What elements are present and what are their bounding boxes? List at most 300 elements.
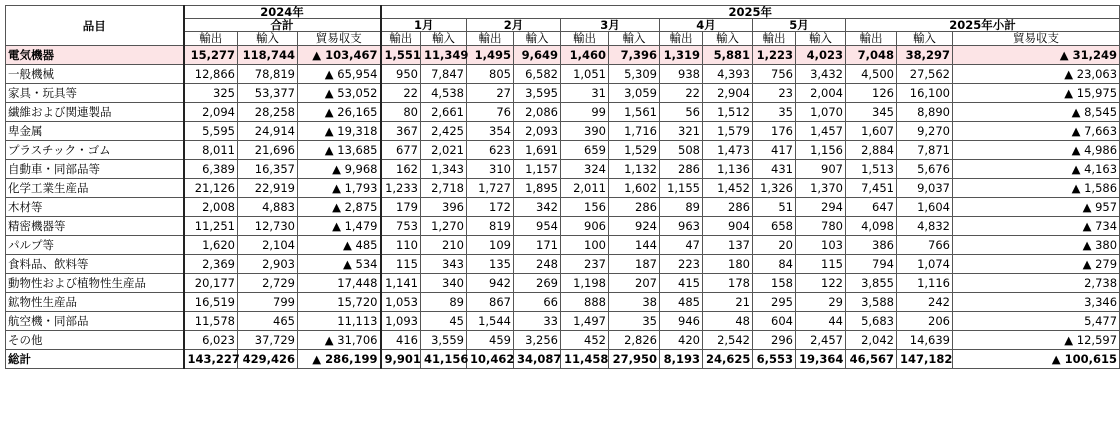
m5-value-cell: 115 xyxy=(796,255,846,274)
m4-value-cell: 321 xyxy=(660,122,703,141)
m4-value-cell: 89 xyxy=(660,198,703,217)
m4-value-cell: 415 xyxy=(660,274,703,293)
month-3-header: 3月 xyxy=(561,19,660,32)
m4-value-cell: 178 xyxy=(703,274,753,293)
y2025-value-cell: 46,567 xyxy=(846,350,897,369)
m2-value-cell: 269 xyxy=(514,274,561,293)
y2024-balance-header: 貿易収支 xyxy=(298,32,381,46)
month-2-header: 2月 xyxy=(467,19,561,32)
m5-value-cell: 658 xyxy=(753,217,796,236)
y2024-value-cell: 16,357 xyxy=(238,160,298,179)
y2025-value-cell: 147,182 xyxy=(897,350,953,369)
m4-value-cell: 47 xyxy=(660,236,703,255)
y2024-value-cell: 1,620 xyxy=(184,236,238,255)
y2024-value-cell: ▲ 19,318 xyxy=(298,122,381,141)
year-2024-header: 2024年 xyxy=(184,6,381,19)
m4-value-cell: 946 xyxy=(660,312,703,331)
y2025-value-cell: 766 xyxy=(897,236,953,255)
m2-value-cell: 248 xyxy=(514,255,561,274)
m1-value-cell: 179 xyxy=(381,198,421,217)
table-row xyxy=(6,84,1120,103)
m2-value-cell: 819 xyxy=(467,217,514,236)
y2024-value-cell: ▲ 26,165 xyxy=(298,103,381,122)
y2025-value-cell: 386 xyxy=(846,236,897,255)
m2-value-cell: 9,649 xyxy=(514,46,561,65)
y2025-value-cell: ▲ 12,597 xyxy=(953,331,1120,350)
m3-value-cell: 390 xyxy=(561,122,609,141)
m5-value-cell: 103 xyxy=(796,236,846,255)
item-name-cell: 総計 xyxy=(6,350,184,369)
item-name-cell: 食料品、飲料等 xyxy=(6,255,184,274)
y2025-value-cell: 345 xyxy=(846,103,897,122)
m2-value-cell: 310 xyxy=(467,160,514,179)
m5-value-cell: 780 xyxy=(796,217,846,236)
y2025-value-cell: ▲ 23,063 xyxy=(953,65,1120,84)
y2025-value-cell: 2,738 xyxy=(953,274,1120,293)
m3-value-cell: 27,950 xyxy=(609,350,660,369)
y2024-value-cell: ▲ 53,052 xyxy=(298,84,381,103)
y2024-value-cell: 24,914 xyxy=(238,122,298,141)
y2024-value-cell: 2,729 xyxy=(238,274,298,293)
m1-value-cell: 340 xyxy=(421,274,467,293)
m1-value-cell: 343 xyxy=(421,255,467,274)
m4-value-cell: 21 xyxy=(703,293,753,312)
y2025-value-cell: ▲ 7,663 xyxy=(953,122,1120,141)
m2-value-cell: 172 xyxy=(467,198,514,217)
item-name-cell: 卑金属 xyxy=(6,122,184,141)
m4-value-cell: 2,542 xyxy=(703,331,753,350)
m2-value-cell: 459 xyxy=(467,331,514,350)
m3-value-cell: 237 xyxy=(561,255,609,274)
m4-value-cell: 8,193 xyxy=(660,350,703,369)
m4-value-cell: 1,319 xyxy=(660,46,703,65)
y2024-value-cell: 37,729 xyxy=(238,331,298,350)
m3-value-cell: 2,011 xyxy=(561,179,609,198)
y2024-value-cell: ▲ 65,954 xyxy=(298,65,381,84)
m5-value-cell: 296 xyxy=(753,331,796,350)
m3-value-cell: 324 xyxy=(561,160,609,179)
m1-value-cell: 45 xyxy=(421,312,467,331)
m4-value-cell: 1,473 xyxy=(703,141,753,160)
y2025-value-cell: 1,513 xyxy=(846,160,897,179)
m1-import-header: 輸入 xyxy=(421,32,467,46)
m4-value-cell: 48 xyxy=(703,312,753,331)
y2024-value-cell: 78,819 xyxy=(238,65,298,84)
m5-value-cell: 6,553 xyxy=(753,350,796,369)
m5-value-cell: 51 xyxy=(753,198,796,217)
m1-value-cell: 110 xyxy=(381,236,421,255)
y2025-value-cell: 3,346 xyxy=(953,293,1120,312)
y2025-value-cell: ▲ 4,986 xyxy=(953,141,1120,160)
m4-value-cell: 1,136 xyxy=(703,160,753,179)
m3-value-cell: 659 xyxy=(561,141,609,160)
m1-value-cell: 89 xyxy=(421,293,467,312)
y2025-value-cell: ▲ 380 xyxy=(953,236,1120,255)
y2025-value-cell: 7,871 xyxy=(897,141,953,160)
m2-value-cell: 76 xyxy=(467,103,514,122)
m2-value-cell: 33 xyxy=(514,312,561,331)
m3-value-cell: 1,529 xyxy=(609,141,660,160)
m4-value-cell: 180 xyxy=(703,255,753,274)
m5-value-cell: 431 xyxy=(753,160,796,179)
y2025-value-cell: 4,832 xyxy=(897,217,953,236)
m5-value-cell: 1,370 xyxy=(796,179,846,198)
y2025-value-cell: ▲ 957 xyxy=(953,198,1120,217)
m5-export-header: 輸出 xyxy=(753,32,796,46)
y2024-import-header: 輸入 xyxy=(238,32,298,46)
y2024-value-cell: 17,448 xyxy=(298,274,381,293)
y2025-value-cell: ▲ 31,249 xyxy=(953,46,1120,65)
m5-value-cell: 1,156 xyxy=(796,141,846,160)
m2-value-cell: 623 xyxy=(467,141,514,160)
item-name-cell: その他 xyxy=(6,331,184,350)
m5-value-cell: 84 xyxy=(753,255,796,274)
y2025-value-cell: ▲ 8,545 xyxy=(953,103,1120,122)
y2024-value-cell: 6,389 xyxy=(184,160,238,179)
m5-value-cell: 294 xyxy=(796,198,846,217)
m2-value-cell: 3,256 xyxy=(514,331,561,350)
m3-value-cell: 1,051 xyxy=(561,65,609,84)
y2025-value-cell: 5,683 xyxy=(846,312,897,331)
m4-value-cell: 938 xyxy=(660,65,703,84)
m2-value-cell: 171 xyxy=(514,236,561,255)
y2025-value-cell: 242 xyxy=(897,293,953,312)
item-name-cell: 精密機器等 xyxy=(6,217,184,236)
total-row xyxy=(6,350,1120,369)
m1-value-cell: 1,343 xyxy=(421,160,467,179)
m3-value-cell: 1,602 xyxy=(609,179,660,198)
y2024-value-cell: ▲ 286,199 xyxy=(298,350,381,369)
y2025-value-cell: 1,607 xyxy=(846,122,897,141)
m3-import-header: 輸入 xyxy=(609,32,660,46)
m3-value-cell: 38 xyxy=(609,293,660,312)
m3-value-cell: 1,198 xyxy=(561,274,609,293)
m4-value-cell: 5,881 xyxy=(703,46,753,65)
m2-export-header: 輸出 xyxy=(467,32,514,46)
m1-value-cell: 9,901 xyxy=(381,350,421,369)
m4-import-header: 輸入 xyxy=(703,32,753,46)
m2-value-cell: 34,087 xyxy=(514,350,561,369)
item-name-cell: 航空機・同部品 xyxy=(6,312,184,331)
y2024-value-cell: ▲ 9,968 xyxy=(298,160,381,179)
y2025-value-cell: 7,451 xyxy=(846,179,897,198)
y2024-value-cell: 11,578 xyxy=(184,312,238,331)
y2024-value-cell: 8,011 xyxy=(184,141,238,160)
y2024-value-cell: 11,113 xyxy=(298,312,381,331)
total-2024-header: 合計 xyxy=(184,19,381,32)
m1-value-cell: 1,141 xyxy=(381,274,421,293)
m3-value-cell: 100 xyxy=(561,236,609,255)
m3-value-cell: 7,396 xyxy=(609,46,660,65)
m2-value-cell: 1,727 xyxy=(467,179,514,198)
item-name-cell: プラスチック・ゴム xyxy=(6,141,184,160)
y2024-value-cell: 5,595 xyxy=(184,122,238,141)
trade-table xyxy=(5,5,1120,369)
m2-value-cell: 135 xyxy=(467,255,514,274)
m2-value-cell: 1,895 xyxy=(514,179,561,198)
m2-value-cell: 805 xyxy=(467,65,514,84)
m5-value-cell: 23 xyxy=(753,84,796,103)
m3-value-cell: 1,716 xyxy=(609,122,660,141)
m2-import-header: 輸入 xyxy=(514,32,561,46)
y2025-value-cell: 9,270 xyxy=(897,122,953,141)
item-name-cell: 一般機械 xyxy=(6,65,184,84)
y2025-value-cell: ▲ 279 xyxy=(953,255,1120,274)
y2025-value-cell: 206 xyxy=(897,312,953,331)
item-column-header: 品目 xyxy=(6,6,184,46)
y2024-value-cell: 11,251 xyxy=(184,217,238,236)
m2-value-cell: 109 xyxy=(467,236,514,255)
y2025-value-cell: 7,048 xyxy=(846,46,897,65)
m1-value-cell: 162 xyxy=(381,160,421,179)
y2024-value-cell: 799 xyxy=(238,293,298,312)
y2025-value-cell: ▲ 1,586 xyxy=(953,179,1120,198)
m5-value-cell: 2,457 xyxy=(796,331,846,350)
m5-value-cell: 122 xyxy=(796,274,846,293)
y2024-value-cell: 16,519 xyxy=(184,293,238,312)
y2025-value-cell: 3,588 xyxy=(846,293,897,312)
m1-value-cell: 80 xyxy=(381,103,421,122)
item-name-cell: 自動車・同部品等 xyxy=(6,160,184,179)
m3-value-cell: 99 xyxy=(561,103,609,122)
y2024-value-cell: 22,919 xyxy=(238,179,298,198)
m5-value-cell: 295 xyxy=(753,293,796,312)
item-name-cell: 鉱物性生産品 xyxy=(6,293,184,312)
m3-value-cell: 888 xyxy=(561,293,609,312)
y2024-value-cell: 325 xyxy=(184,84,238,103)
table-row xyxy=(6,217,1120,236)
m3-value-cell: 35 xyxy=(609,312,660,331)
m5-value-cell: 19,364 xyxy=(796,350,846,369)
m3-value-cell: 906 xyxy=(561,217,609,236)
m4-value-cell: 24,625 xyxy=(703,350,753,369)
m4-value-cell: 56 xyxy=(660,103,703,122)
m3-value-cell: 1,497 xyxy=(561,312,609,331)
m2-value-cell: 2,093 xyxy=(514,122,561,141)
y2025-value-cell: 1,116 xyxy=(897,274,953,293)
y2024-value-cell: ▲ 534 xyxy=(298,255,381,274)
y2025-value-cell: 126 xyxy=(846,84,897,103)
month-1-header: 1月 xyxy=(381,19,467,32)
y2025-import-header: 輸入 xyxy=(897,32,953,46)
y2024-value-cell: 2,094 xyxy=(184,103,238,122)
m1-value-cell: 210 xyxy=(421,236,467,255)
m5-value-cell: 417 xyxy=(753,141,796,160)
m1-value-cell: 396 xyxy=(421,198,467,217)
table-row xyxy=(6,255,1120,274)
y2025-value-cell: 16,100 xyxy=(897,84,953,103)
month-4-header: 4月 xyxy=(660,19,753,32)
m5-import-header: 輸入 xyxy=(796,32,846,46)
m2-value-cell: 10,462 xyxy=(467,350,514,369)
table-row xyxy=(6,179,1120,198)
m2-value-cell: 1,157 xyxy=(514,160,561,179)
subtotal-2025-header: 2025年小計 xyxy=(846,19,1120,32)
m4-value-cell: 1,579 xyxy=(703,122,753,141)
table-row xyxy=(6,46,1120,65)
item-name-cell: 化学工業生産品 xyxy=(6,179,184,198)
m4-export-header: 輸出 xyxy=(660,32,703,46)
y2025-value-cell: 1,604 xyxy=(897,198,953,217)
m1-value-cell: 677 xyxy=(381,141,421,160)
m4-value-cell: 1,512 xyxy=(703,103,753,122)
y2024-value-cell: 4,883 xyxy=(238,198,298,217)
m1-value-cell: 3,559 xyxy=(421,331,467,350)
y2024-value-cell: ▲ 103,467 xyxy=(298,46,381,65)
table-row xyxy=(6,236,1120,255)
m5-value-cell: 3,432 xyxy=(796,65,846,84)
y2025-value-cell: ▲ 100,615 xyxy=(953,350,1120,369)
m2-value-cell: 954 xyxy=(514,217,561,236)
m5-value-cell: 1,223 xyxy=(753,46,796,65)
y2024-value-cell: 143,227 xyxy=(184,350,238,369)
m1-value-cell: 1,093 xyxy=(381,312,421,331)
table-row xyxy=(6,141,1120,160)
table-row xyxy=(6,103,1120,122)
table-row xyxy=(6,160,1120,179)
m4-value-cell: 2,904 xyxy=(703,84,753,103)
m1-value-cell: 41,156 xyxy=(421,350,467,369)
m2-value-cell: 2,086 xyxy=(514,103,561,122)
y2024-value-cell: 12,730 xyxy=(238,217,298,236)
y2024-value-cell: 28,258 xyxy=(238,103,298,122)
item-name-cell: 電気機器 xyxy=(6,46,184,65)
y2024-export-header: 輸出 xyxy=(184,32,238,46)
m3-value-cell: 3,059 xyxy=(609,84,660,103)
m2-value-cell: 1,495 xyxy=(467,46,514,65)
m1-value-cell: 115 xyxy=(381,255,421,274)
m1-value-cell: 1,551 xyxy=(381,46,421,65)
m3-value-cell: 31 xyxy=(561,84,609,103)
item-name-cell: パルプ等 xyxy=(6,236,184,255)
m1-value-cell: 1,053 xyxy=(381,293,421,312)
y2025-value-cell: 1,074 xyxy=(897,255,953,274)
m4-value-cell: 286 xyxy=(703,198,753,217)
y2025-value-cell: ▲ 734 xyxy=(953,217,1120,236)
m2-value-cell: 1,691 xyxy=(514,141,561,160)
y2024-value-cell: 2,369 xyxy=(184,255,238,274)
y2025-value-cell: 2,884 xyxy=(846,141,897,160)
y2024-value-cell: 12,866 xyxy=(184,65,238,84)
table-row xyxy=(6,331,1120,350)
table-header xyxy=(6,6,1120,46)
y2024-value-cell: 20,177 xyxy=(184,274,238,293)
y2025-value-cell: 8,890 xyxy=(897,103,953,122)
m5-value-cell: 35 xyxy=(753,103,796,122)
table-row xyxy=(6,293,1120,312)
y2024-value-cell: 53,377 xyxy=(238,84,298,103)
m3-value-cell: 144 xyxy=(609,236,660,255)
m5-value-cell: 176 xyxy=(753,122,796,141)
m1-value-cell: 2,425 xyxy=(421,122,467,141)
y2024-value-cell: 21,696 xyxy=(238,141,298,160)
m4-value-cell: 1,155 xyxy=(660,179,703,198)
m1-value-cell: 950 xyxy=(381,65,421,84)
m2-value-cell: 942 xyxy=(467,274,514,293)
table-row xyxy=(6,65,1120,84)
y2025-value-cell: 14,639 xyxy=(897,331,953,350)
y2024-value-cell: 2,903 xyxy=(238,255,298,274)
m1-value-cell: 1,270 xyxy=(421,217,467,236)
m5-value-cell: 1,326 xyxy=(753,179,796,198)
m4-value-cell: 286 xyxy=(660,160,703,179)
m3-value-cell: 1,132 xyxy=(609,160,660,179)
table-row xyxy=(6,122,1120,141)
y2024-value-cell: ▲ 31,706 xyxy=(298,331,381,350)
m1-value-cell: 7,847 xyxy=(421,65,467,84)
m4-value-cell: 485 xyxy=(660,293,703,312)
m4-value-cell: 963 xyxy=(660,217,703,236)
m3-value-cell: 207 xyxy=(609,274,660,293)
m4-value-cell: 4,393 xyxy=(703,65,753,84)
y2025-value-cell: 4,500 xyxy=(846,65,897,84)
y2025-value-cell: 9,037 xyxy=(897,179,953,198)
m5-value-cell: 44 xyxy=(796,312,846,331)
m4-value-cell: 1,452 xyxy=(703,179,753,198)
y2024-value-cell: ▲ 1,479 xyxy=(298,217,381,236)
m5-value-cell: 2,004 xyxy=(796,84,846,103)
m1-export-header: 輸出 xyxy=(381,32,421,46)
y2024-value-cell: 465 xyxy=(238,312,298,331)
m2-value-cell: 354 xyxy=(467,122,514,141)
m1-value-cell: 2,661 xyxy=(421,103,467,122)
item-name-cell: 家具・玩具等 xyxy=(6,84,184,103)
y2025-value-cell: 5,477 xyxy=(953,312,1120,331)
table-row xyxy=(6,312,1120,331)
y2025-value-cell: 5,676 xyxy=(897,160,953,179)
m1-value-cell: 22 xyxy=(381,84,421,103)
m1-value-cell: 2,021 xyxy=(421,141,467,160)
m5-value-cell: 29 xyxy=(796,293,846,312)
m3-value-cell: 1,561 xyxy=(609,103,660,122)
m4-value-cell: 22 xyxy=(660,84,703,103)
m3-value-cell: 11,458 xyxy=(561,350,609,369)
m2-value-cell: 27 xyxy=(467,84,514,103)
y2024-value-cell: 15,277 xyxy=(184,46,238,65)
m3-value-cell: 286 xyxy=(609,198,660,217)
m3-value-cell: 2,826 xyxy=(609,331,660,350)
y2024-value-cell: ▲ 13,685 xyxy=(298,141,381,160)
y2024-value-cell: 6,023 xyxy=(184,331,238,350)
table-row xyxy=(6,198,1120,217)
y2024-value-cell: ▲ 485 xyxy=(298,236,381,255)
y2024-value-cell: 21,126 xyxy=(184,179,238,198)
y2025-value-cell: ▲ 15,975 xyxy=(953,84,1120,103)
m2-value-cell: 867 xyxy=(467,293,514,312)
item-name-cell: 木材等 xyxy=(6,198,184,217)
m3-value-cell: 1,460 xyxy=(561,46,609,65)
table-body xyxy=(6,46,1120,369)
m3-value-cell: 924 xyxy=(609,217,660,236)
m1-value-cell: 753 xyxy=(381,217,421,236)
m2-value-cell: 3,595 xyxy=(514,84,561,103)
m3-value-cell: 156 xyxy=(561,198,609,217)
month-5-header: 5月 xyxy=(753,19,846,32)
m4-value-cell: 137 xyxy=(703,236,753,255)
m1-value-cell: 11,349 xyxy=(421,46,467,65)
m2-value-cell: 342 xyxy=(514,198,561,217)
m5-value-cell: 1,457 xyxy=(796,122,846,141)
y2024-value-cell: 118,744 xyxy=(238,46,298,65)
y2025-balance-header: 貿易収支 xyxy=(953,32,1120,46)
m3-export-header: 輸出 xyxy=(561,32,609,46)
m2-value-cell: 6,582 xyxy=(514,65,561,84)
m1-value-cell: 4,538 xyxy=(421,84,467,103)
m5-value-cell: 1,070 xyxy=(796,103,846,122)
y2025-value-cell: 38,297 xyxy=(897,46,953,65)
m4-value-cell: 420 xyxy=(660,331,703,350)
m3-value-cell: 452 xyxy=(561,331,609,350)
